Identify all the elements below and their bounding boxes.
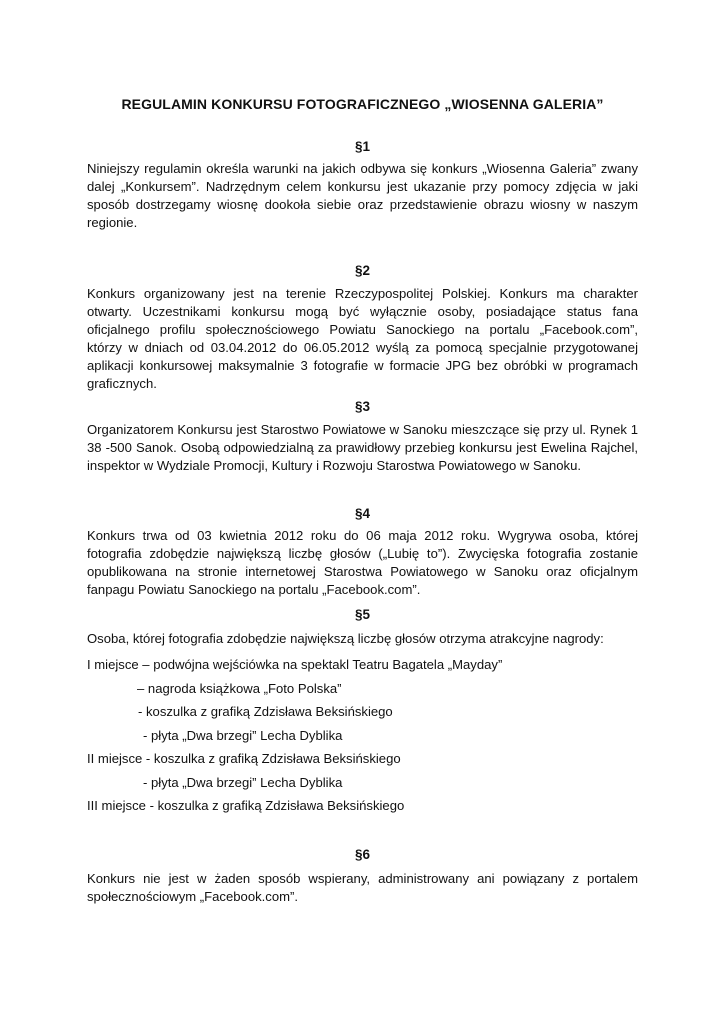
- prize-line: – nagroda książkowa „Foto Polska”: [137, 681, 342, 696]
- section-4-line: opublikowana na stronie internetowej Starostwa Powiatowego w Sanoku oraz oficjalnym: [87, 564, 638, 579]
- section-1-paragraph: [87, 160, 638, 232]
- section-2-line: Konkurs organizowany jest na terenie Rzeczypospolitej Polskiej. Konkurs ma charakter: [87, 286, 638, 301]
- prize-line: - koszulka z grafiką Zdzisława Beksińskiego: [138, 704, 393, 719]
- section-1-line: regionie.: [87, 215, 138, 230]
- section-2-heading: §2: [354, 263, 371, 278]
- section-3-line: 38 -500 Sanok. Osobą odpowiedzialną za prawidłowy przebieg konkursu jest Ewelina Rajchel,: [87, 440, 638, 455]
- section-6-heading: §6: [354, 847, 371, 862]
- section-3-line: inspektor w Wydziale Promocji, Kultury i Rozwoju Starostwa Powiatowego w Sanoku.: [87, 458, 582, 473]
- section-6-paragraph: [87, 870, 638, 906]
- section-6-line: Konkurs nie jest w żaden sposób wspierany, administrowany ani powiązany z portalem: [87, 871, 638, 886]
- section-4-heading: §4: [354, 506, 371, 521]
- section-3-line: Organizatorem Konkursu jest Starostwo Powiatowe w Sanoku mieszczące się przy ul. Rynek 1: [87, 422, 638, 437]
- section-3-heading: §3: [354, 399, 371, 414]
- prize-line: III miejsce - koszulka z grafiką Zdzisława Beksińskiego: [87, 798, 405, 813]
- section-2-line: oficjalnego profilu społecznościowego Powiatu Sanockiego na portalu „Facebook.com”,: [87, 322, 638, 337]
- section-1-heading: §1: [354, 139, 371, 154]
- section-6-line: społecznościowym „Facebook.com”.: [87, 889, 299, 904]
- section-4-paragraph: [87, 527, 638, 599]
- section-4-line: fotografia zdobędzie największą liczbę głosów („Lubię to”). Zwycięska fotografia zostanie: [87, 546, 638, 561]
- section-5-heading: §5: [354, 607, 371, 622]
- prize-line: I miejsce – podwójna wejściówka na spektakl Teatru Bagatela „Mayday”: [87, 657, 503, 672]
- section-1-line: dalej „Konkursem”. Nadrzędnym celem konkursu jest ukazanie przy pomocy zdjęcia w jaki: [87, 179, 638, 194]
- section-1-line: sposób dostrzegamy wiosnę dookoła siebie oraz przedstawienie obrazu wiosny w naszym: [87, 197, 638, 212]
- prize-line: II miejsce - koszulka z grafiką Zdzisława Beksińskiego: [87, 751, 401, 766]
- document-title: REGULAMIN KONKURSU FOTOGRAFICZNEGO „WIOSENNA GALERIA”: [121, 96, 604, 112]
- section-2-line: którzy w dniach od 03.04.2012 do 06.05.2012 wyślą za pomocą specjalnie przygotowanej: [87, 340, 638, 355]
- section-2-paragraph: [87, 285, 638, 393]
- section-2-line: aplikacji konkursowej maksymalnie 3 fotografie w formacie JPG bez obróbki w programach: [87, 358, 638, 373]
- section-2-line: graficznych.: [87, 376, 157, 391]
- section-5-intro: Osoba, której fotografia zdobędzie największą liczbę głosów otrzyma atrakcyjne nagrody:: [87, 631, 604, 646]
- section-1-line: Niniejszy regulamin określa warunki na jakich odbywa się konkurs „Wiosenna Galeria” zwany: [87, 161, 638, 176]
- section-4-line: Konkurs trwa od 03 kwietnia 2012 roku do 06 maja 2012 roku. Wygrywa osoba, której: [87, 528, 638, 543]
- prize-line: - płyta „Dwa brzegi” Lecha Dyblika: [143, 728, 343, 743]
- section-4-line: fanpagu Powiatu Sanockiego na portalu „Facebook.com”.: [87, 582, 421, 597]
- section-2-line: otwarty. Uczestnikami konkursu mogą być wyłącznie osoby, posiadające status fana: [87, 304, 638, 319]
- prize-line: - płyta „Dwa brzegi” Lecha Dyblika: [143, 775, 343, 790]
- section-3-paragraph: [87, 421, 638, 475]
- document-page: [87, 0, 638, 1024]
